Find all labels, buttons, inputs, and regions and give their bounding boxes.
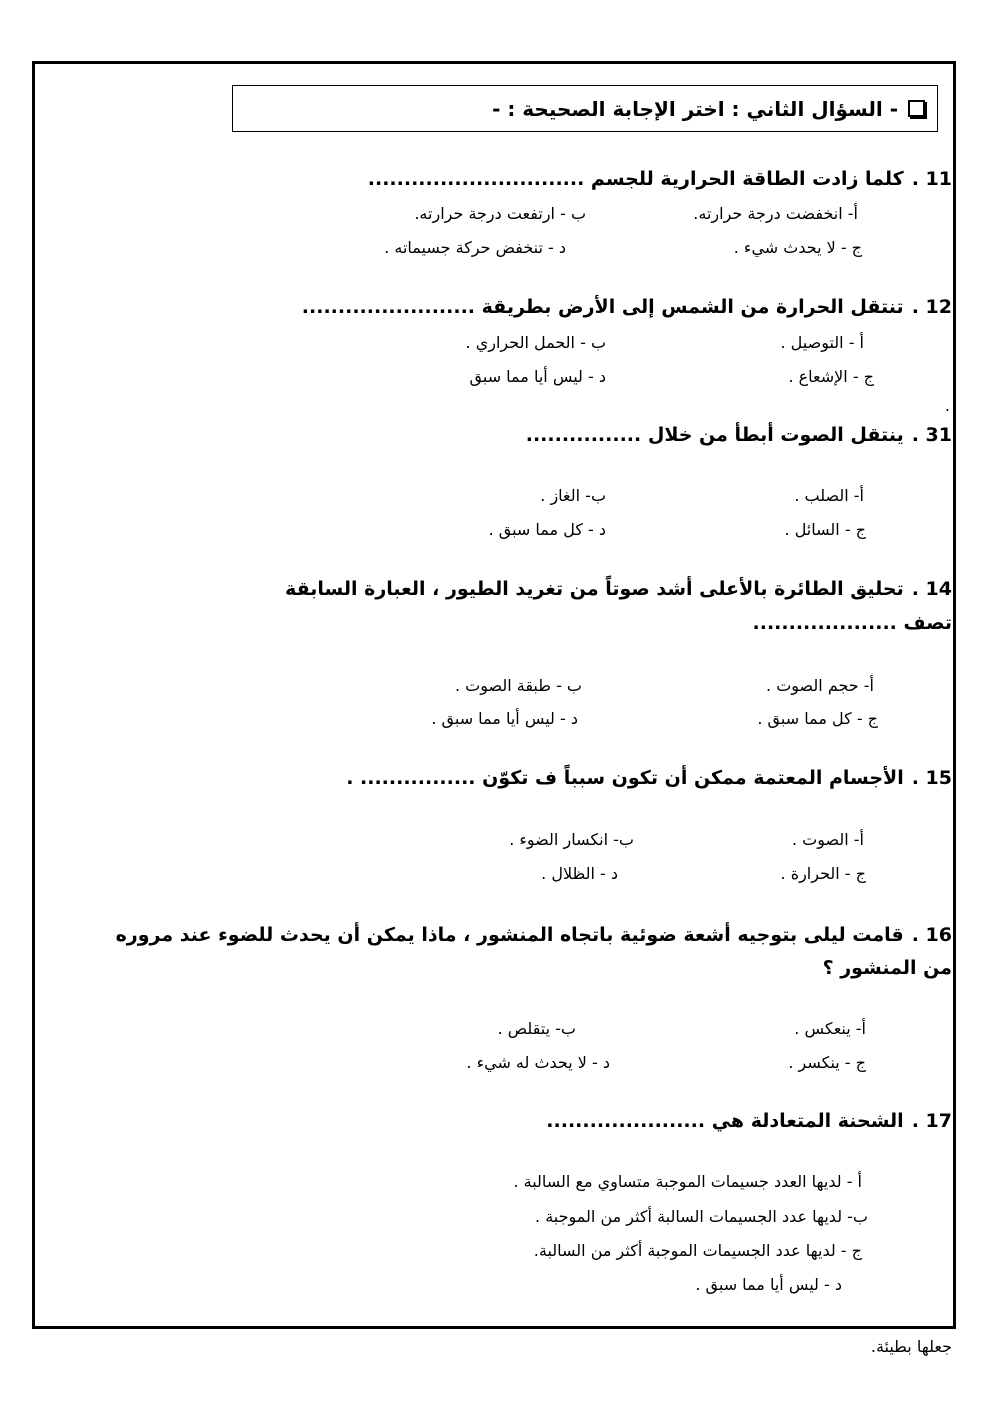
question-number: 11 .: [911, 168, 952, 190]
question-text: قامت ليلى بتوجيه أشعة ضوئية باتجاه المنشور ، ماذا يمكن أن يحدث للضوء عند مروره: [115, 924, 904, 946]
option-c: ج - السائل .: [784, 520, 866, 539]
option-d: د - كل مما سبق .: [488, 520, 606, 539]
question-11: [368, 168, 952, 190]
question-number: 16 .: [911, 924, 952, 946]
option-c: ج - الحرارة .: [780, 864, 866, 883]
question-number: 17 .: [911, 1110, 952, 1132]
option-a: أ- انخفضت درجة حرارته.: [693, 204, 858, 223]
option-d: د - تنخفض حركة جسيماته .: [384, 238, 566, 257]
option-d: د - ليس أيا مما سبق .: [695, 1275, 842, 1294]
option-c: ج - الإشعاع .: [788, 367, 874, 386]
option-b: ب- لديها عدد الجسيمات السالبة أكثر من الموجبة .: [535, 1207, 868, 1226]
option-b: ب- يتقلص .: [497, 1019, 576, 1038]
stray-dot: .: [944, 396, 950, 415]
question-text: تحليق الطائرة بالأعلى أشد صوتاً من تغريد الطيور ، العبارة السابقة: [285, 578, 904, 600]
question-text: ينتقل الصوت أبطأ من خلال ................: [525, 424, 904, 446]
option-a: أ - التوصيل .: [780, 333, 864, 352]
section-title: - السؤال الثاني : اختر الإجابة الصحيحة : -: [492, 96, 898, 121]
option-d: د - ليس أيا مما سبق .: [431, 709, 578, 728]
option-c: ج - كل مما سبق .: [757, 709, 878, 728]
question-number: 14 .: [911, 578, 952, 600]
option-c: ج - ينكسر .: [788, 1053, 866, 1072]
question-12: [302, 296, 952, 318]
question-number: 31 .: [911, 424, 952, 446]
option-a: أ- حجم الصوت .: [766, 676, 874, 695]
option-a: أ- الصوت .: [792, 830, 864, 849]
question-16: [116, 924, 952, 946]
option-a: أ- الصلب .: [794, 486, 864, 505]
option-d: د - لا يحدث له شيء .: [466, 1053, 610, 1072]
checkbox-square-icon: [908, 100, 925, 117]
section-header: [232, 85, 938, 132]
question-13: [526, 424, 952, 446]
option-a: أ - لديها العدد جسيمات الموجبة متساوي مع السالبة .: [513, 1172, 862, 1191]
option-a: أ- ينعكس .: [794, 1019, 866, 1038]
footer-note: جعلها بطيئة.: [870, 1337, 952, 1356]
question-15: [346, 767, 952, 789]
option-c: ج - لا يحدث شيء .: [733, 238, 862, 257]
option-c: ج - لديها عدد الجسيمات الموجبة أكثر من السالبة.: [533, 1241, 862, 1260]
question-number: 12 .: [911, 296, 952, 318]
question-16-continuation: من المنشور ؟: [822, 957, 952, 979]
question-number: 15 .: [911, 767, 952, 789]
option-b: ب- الغاز .: [540, 486, 606, 505]
question-text: تنتقل الحرارة من الشمس إلى الأرض بطريقة ........................: [301, 296, 904, 318]
option-d: د - الظلال .: [541, 864, 618, 883]
question-text: الأجسام المعتمة ممكن أن تكون سبباً ف تكوّن ................ .: [346, 767, 904, 789]
option-b: ب - طبقة الصوت .: [454, 676, 582, 695]
option-d: د - ليس أيا مما سبق: [469, 367, 606, 386]
option-b: ب - الحمل الحراري .: [465, 333, 606, 352]
question-14: [285, 578, 952, 600]
question-14-continuation: تصف ....................: [752, 612, 952, 634]
question-text: الشحنة المتعادلة هي ......................: [546, 1110, 904, 1132]
option-b: ب- انكسار الضوء .: [509, 830, 634, 849]
question-text: كلما زادت الطاقة الحرارية للجسم ..............................: [367, 168, 904, 190]
option-b: ب - ارتفعت درجة حرارته.: [414, 204, 586, 223]
question-17: [546, 1110, 952, 1132]
